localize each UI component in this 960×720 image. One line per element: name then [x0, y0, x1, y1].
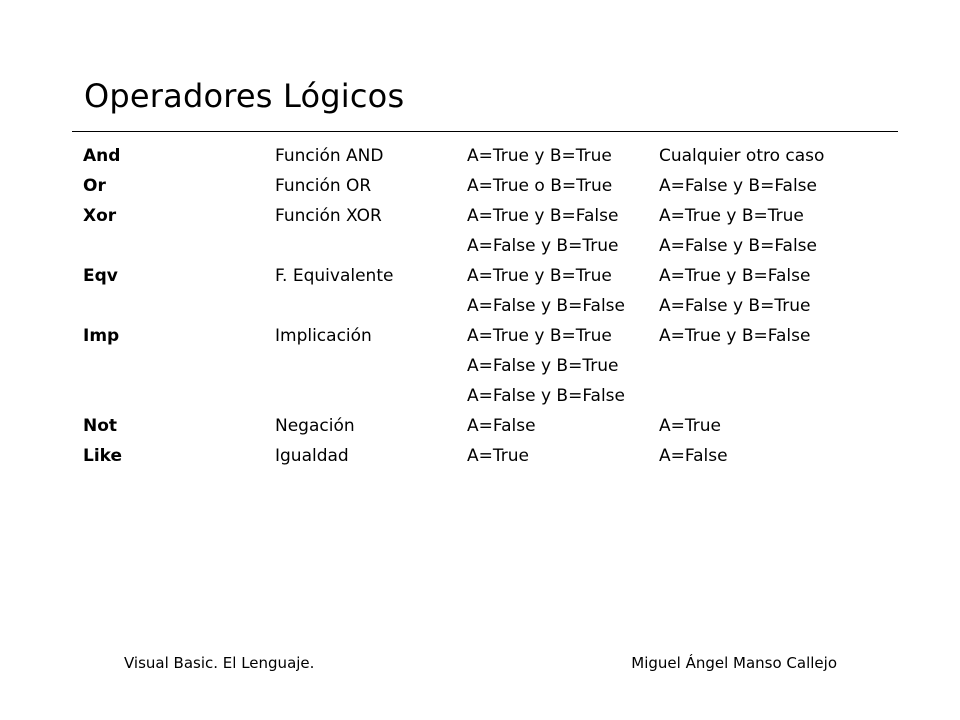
operator-description: Implicación	[275, 326, 372, 346]
true-condition: A=True o B=True	[467, 176, 613, 196]
table-row	[83, 291, 883, 321]
operator-description: Función AND	[275, 146, 384, 166]
operator-name: And	[83, 146, 121, 166]
operator-description: Igualdad	[275, 446, 349, 466]
true-condition: A=True y B=False	[467, 206, 619, 226]
footer-author: Miguel Ángel Manso Callejo	[631, 654, 837, 672]
operator-description: Negación	[275, 416, 355, 436]
operator-name: Imp	[83, 326, 120, 346]
table-row	[83, 171, 883, 201]
false-condition: A=True y B=False	[659, 266, 811, 286]
false-condition: A=False y B=False	[659, 176, 817, 196]
slide-title: Operadores Lógicos	[84, 77, 405, 115]
false-condition: A=False y B=False	[659, 236, 817, 256]
footer-course-title: Visual Basic. El Lenguaje.	[124, 654, 315, 672]
table-row	[83, 321, 883, 351]
operators-table	[83, 141, 883, 471]
false-condition: Cualquier otro caso	[659, 146, 825, 166]
title-divider	[72, 131, 898, 132]
operator-name: Not	[83, 416, 118, 436]
table-row	[83, 381, 883, 411]
true-condition: A=True y B=True	[467, 146, 612, 166]
true-condition: A=False y B=True	[467, 236, 619, 256]
operator-name: Xor	[83, 206, 117, 226]
table-row	[83, 441, 883, 471]
table-row	[83, 351, 883, 381]
table-row	[83, 201, 883, 231]
true-condition: A=True y B=True	[467, 326, 612, 346]
operator-description: Función OR	[275, 176, 372, 196]
operator-description: F. Equivalente	[275, 266, 394, 286]
operator-name: Eqv	[83, 266, 118, 286]
operator-name: Or	[83, 176, 106, 196]
table-row	[83, 231, 883, 261]
false-condition: A=True y B=False	[659, 326, 811, 346]
false-condition: A=False	[659, 446, 728, 466]
false-condition: A=False y B=True	[659, 296, 811, 316]
operator-description: Función XOR	[275, 206, 382, 226]
operator-name: Like	[83, 446, 123, 466]
true-condition: A=False y B=False	[467, 296, 625, 316]
table-row	[83, 261, 883, 291]
true-condition: A=True	[467, 446, 529, 466]
true-condition: A=False y B=True	[467, 356, 619, 376]
true-condition: A=True y B=True	[467, 266, 612, 286]
false-condition: A=True y B=True	[659, 206, 804, 226]
table-row	[83, 141, 883, 171]
true-condition: A=False	[467, 416, 536, 436]
table-row	[83, 411, 883, 441]
false-condition: A=True	[659, 416, 721, 436]
true-condition: A=False y B=False	[467, 386, 625, 406]
